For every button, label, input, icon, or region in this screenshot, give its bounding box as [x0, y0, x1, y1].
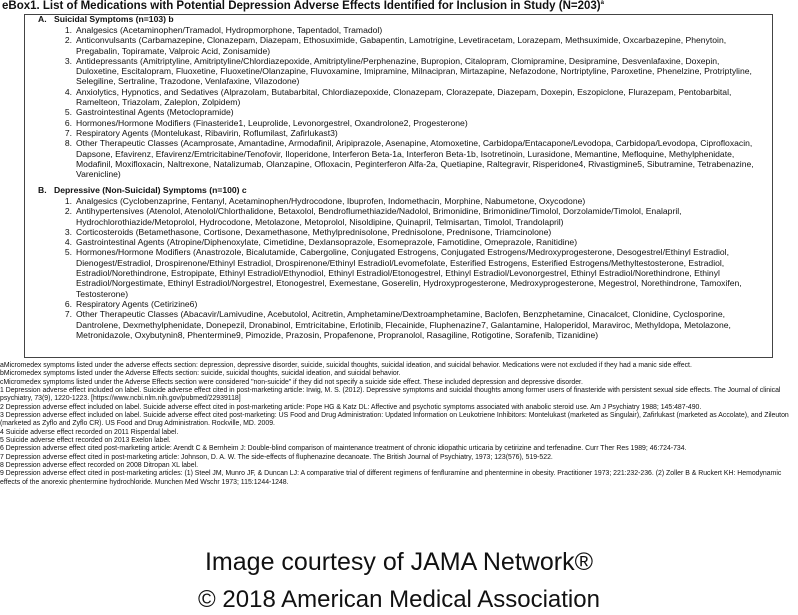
list-item — [64, 298, 762, 309]
list-item — [64, 25, 762, 35]
list-item — [64, 226, 762, 237]
list-item-text: Anticonvulsants (Carbamazepine, Clonazepam, Diazepam, Ethosuximide, Gabapentin, Lamotrigine, Levetiracetam, Lorazepam, Methsuximide, Oxcarbazepine, Phenytoin, Pregabalin, Topiramate, Valproic Acid, Zonisamide) — [76, 35, 727, 56]
footnote: 8 Depression adverse effect recorded on 2008 Ditropan XL label. — [0, 462, 199, 470]
list-item-text: Hormones/Hormone Modifiers (Finasteride1, Leuprolide, Levonorgestrel, Oxandrolone2, Progesterone) — [76, 117, 468, 128]
list-item — [64, 247, 762, 299]
footnote: 2 Depression adverse effect included on label. Suicide adverse effect cited in post-marketing article: Pope HG & Katz DL: Affective and psychotic symptoms associated with anabolic steroid use. Am J Psychiatry 1988; 145:487-490. — [0, 403, 702, 411]
list-item-number: 1. — [64, 25, 72, 35]
list-item-text: Hormones/Hormone Modifiers (Anastrozole, Bicalutamide, Cabergoline, Conjugated Estrogens, Conjugated Estrogens/Medroxyprogesterone, Desogestrel/Ethinyl Estradiol, Dienogest/Estradiol, Drospirenone/Ethinyl Estradiol, Drospirenone/Ethinyl Estradiol/Levomefolate, Esterified Estrogens, Esterified Estrogens/Methyltestosterone, Estradiol, Estradiol/Norethindrone, Estropipate, Ethinyl Estradiol/Ethynodiol, Ethinyl Estradiol/Etonogestrel, Ethinyl Estradiol/Levonorgestrel, Ethinyl Estradiol/Norethindrone, Ethinyl Estradiol/Norgestimate, Ethinyl Estradiol/Norgestrel, Etonogestrel, Exemestane, Goserelin, Hydroxyprogesterone, Medroxyprogesterone, Megestrol, Norethindrone, Tamoxifen, Testosterone) — [76, 247, 742, 299]
list-item-number: 4. — [64, 237, 72, 248]
document-title: eBox1. List of Medications with Potential Depression Adverse Effects Identified for Inclusion in Study (N=203)$^a$ — [2, 0, 604, 12]
list-item-number: 8. — [64, 138, 72, 149]
list-item — [64, 117, 762, 128]
image-credit: Image courtesy of JAMA Network® — [204, 548, 593, 576]
list-item-number: 1. — [64, 196, 72, 206]
list-item-number: 3. — [64, 226, 72, 237]
list-item-text: Anxiolytics, Hypnotics, and Sedatives (Alprazolam, Butabarbital, Chlordiazepoxide, Clonazepam, Clorazepate, Diazepam, Doxepin, Eszopiclone, Flurazepam, Pentobarbital, Ramelteon, Triazolam, Zaleplon, Zolpidem) — [76, 86, 732, 108]
list-item — [64, 309, 762, 340]
list-item-number: 3. — [64, 55, 72, 66]
list-item — [64, 206, 762, 227]
section-b-list — [64, 196, 762, 340]
list-item-text: Respiratory Agents (Montelukast, Ribavirin, Roflumilast, Zafirlukast3) — [76, 127, 338, 138]
footnote: aMicromedex symptoms listed under the adverse effects section: depression, depressive disorder, suicide, suicidal thoughts, suicidal ideation, and suicidal behavior. Medications were not excluded if they had a manic side effect. — [0, 362, 692, 369]
list-item-text: Antihypertensives (Atenolol, Atenolol/Chlorthalidone, Betaxolol, Bendroflumethiazide/Nadolol, Brimonidine, Brimonidine/Timolol, Dorzolamide/Timolol, Enalapril, Hydrochlorothiazide/Metoprolol, Hydrocodone, Metolazone, Metoprolol, Nisoldipine, Quinapril, Telmisartan, Timolol, Trandolapril) — [76, 206, 682, 227]
title-footnote-marker: a — [600, 0, 604, 7]
list-item-number: 2. — [64, 206, 72, 217]
list-item — [64, 138, 762, 180]
list-item — [64, 237, 762, 248]
list-item-text: Gastrointestinal Agents (Atropine/Diphenoxylate, Cimetidine, Dexlansoprazole, Esomeprazole, Famotidine, Omeprazole, Ranitidine) — [76, 237, 578, 248]
list-item-text: Other Therapeutic Classes (Abacavir/Lamivudine, Acebutolol, Acitretin, Amphetamine/Dextroamphetamine, Baclofen, Benzphetamine, Cinacalcet, Clonidine, Cyclosporine, Dantrolene, Dexmethylphenidate, Donepezil, Dronabinol, Emtricitabine, Erlotinib, Flecainide, Fluphenazine7, Galantamine, Haloperidol, Maraviroc, Methyldopa, Metolazone, Metronidazole, Oxybutynin8, Phentermine9, Pimozide, Prazosin, Propafenone, Propranolol, Rasagiline, Rotigotine, Sorafenib, Tizanidine) — [76, 309, 731, 340]
list-item — [64, 86, 762, 108]
footnote: 3 Depression adverse effect included on label. Suicide adverse effect cited post-marketing: US Food and Drug Administration: Updated Information on Leukotriene Inhibitors: Montelukast (marketed as Singulair), Zafirlukast (marketed as Accolate), and Zileuton (marketed as Zyflo and Zyflo CR). US Food and Drug Administration. Rockville, MD. 2009. — [0, 412, 789, 428]
list-item-number: 2. — [64, 35, 72, 46]
list-item — [64, 127, 762, 138]
list-item-text: Antidepressants (Amitriptyline, Amitriptyline/Chlordiazepoxide, Amitriptyline/Perphenazine, Bupropion, Citalopram, Clomipramine, Desipramine, Desvenlafaxine, Doxepin, Duloxetine, Escitalopram, Fluoxetine, Fluoxetine/Olanzapine, Fluvoxamine, Imipramine, Milnacipran, Mirtazapine, Nefazodone, Nortriptyline, Paroxetine, Phenelzine, Protriptyline, Selegiline, Sertraline, Trazodone, Venlafaxine, Vilazodone) — [76, 55, 752, 87]
list-item-number: 4. — [64, 86, 72, 97]
section-a-heading: A. Suicidal Symptoms (n=103) b — [38, 14, 174, 24]
footnote: 7 Depression adverse effect cited in post-marketing article: Johnson, D. A. W. The side-effects of fluphenazine decanoate. The British Journal of Psychiatry, 1973; 123(576), 519-522. — [0, 453, 553, 461]
copyright-notice: © 2018 American Medical Association — [198, 586, 600, 613]
list-item-text: Analgesics (Cyclobenzaprine, Fentanyl, Acetaminophen/Hydrocodone, Ibuprofen, Indomethacin, Morphine, Nabumetone, Oxycodone) — [76, 196, 586, 206]
footnote: cMicromedex symptoms listed under the Adverse Effects section were considered "non-suicide" if they did not specify a suicide side effect. These included depression and depressive disorder. — [0, 378, 583, 386]
list-item — [64, 55, 762, 87]
list-item-text: Gastrointestinal Agents (Metoclopramide) — [76, 107, 234, 118]
list-item-text: Respiratory Agents (Cetirizine6) — [76, 298, 198, 309]
list-item — [64, 196, 762, 206]
footnote: 5 Suicide adverse effect recorded on 2013 Exelon label. — [0, 437, 171, 445]
list-item-text: Analgesics (Acetaminophen/Tramadol, Hydropmorphone, Tapentadol, Tramadol) — [76, 25, 383, 35]
list-item-number: 7. — [64, 309, 72, 320]
list-item-text: Other Therapeutic Classes (Acamprosate, Amantadine, Armodafinil, Aripiprazole, Asenapine, Atomoxetine, Carbidopa/Entacapone/Levodopa, Carbidopa/Levodopa, Ciprofloxacin, Dapsone, Efavirenz, Efavirenz/Emtricitabine/Tenofovir, Iloperidone, Interferon Beta-1a, Interferon Beta-1b, Isotretinoin, Lurasidone, Memantine, Mefloquine, Methylphenidate, Modafinil, Moxifloxacin, Naltrexone, Natalizumab, Olanzapine, Ofloxacin, Peginterferon Alfa-2a, Quetiapine, Raltegravir, Risperidone4, Rivastigmine5, Sibutramine, Tetrabenazine, Varenicline) — [76, 138, 754, 180]
footnote: 4 Suicide adverse effect recorded on 2011 Risperdal label. — [0, 428, 179, 436]
footnotes — [0, 362, 795, 487]
footnote: 6 Depression adverse effect cited post-marketing article: Arendt C & Bernheim J: Double-blind comparison of maintenance treatment of chronic idiopathic urticaria by cetirizine and terfenadine. Curr Ther Res 1989; 46:724-734. — [0, 445, 687, 453]
list-item — [64, 107, 762, 118]
footnote: bMicromedex symptoms listed under the Adverse Effects section: suicide, suicidal thoughts, suicidal ideation, and suicidal behavior. — [0, 370, 401, 378]
list-item-number: 5. — [64, 247, 72, 258]
footnote: 9 Depression adverse effect cited in post-marketing articles: (1) Steel JM, Munro JF, & Duncan LJ: A comparative trial of different regimens of fenfluramine and phentermine in obesity. Practitioner 1973; 221:232-236. (2) Zoller B & Ruckert KH: Hemodynamic effects of the anorexic phentermine hydrochloride. Munchen Med Wschr 1973; 115:1244-1248. — [0, 470, 782, 486]
list-item — [64, 35, 762, 56]
section-a-list — [64, 25, 762, 180]
list-item-number: 5. — [64, 107, 72, 118]
list-item-text: Corticosteroids (Betamethasone, Cortisone, Dexamethasone, Methylprednisolone, Prednisolone, Prednisone, Triamcinolone) — [76, 226, 552, 237]
list-item-number: 6. — [64, 117, 72, 128]
section-b-heading: B. Depressive (Non-Suicidal) Symptoms (n=100) c — [38, 185, 247, 195]
list-item-number: 6. — [64, 298, 72, 309]
footnote: 1 Depression adverse effect included on label. Suicide adverse effect cited in post-marketing article: Irwig, M. S. (2012). Depressive symptoms and suicidal thoughts among former users of finasteride with persistent sexual side effects. The Journal of clinical psychiatry, 73(9), 1220-1223. [https://www.ncbi.nlm.nih.gov/pubmed/22939118] — [0, 387, 781, 403]
list-item-number: 7. — [64, 127, 72, 138]
